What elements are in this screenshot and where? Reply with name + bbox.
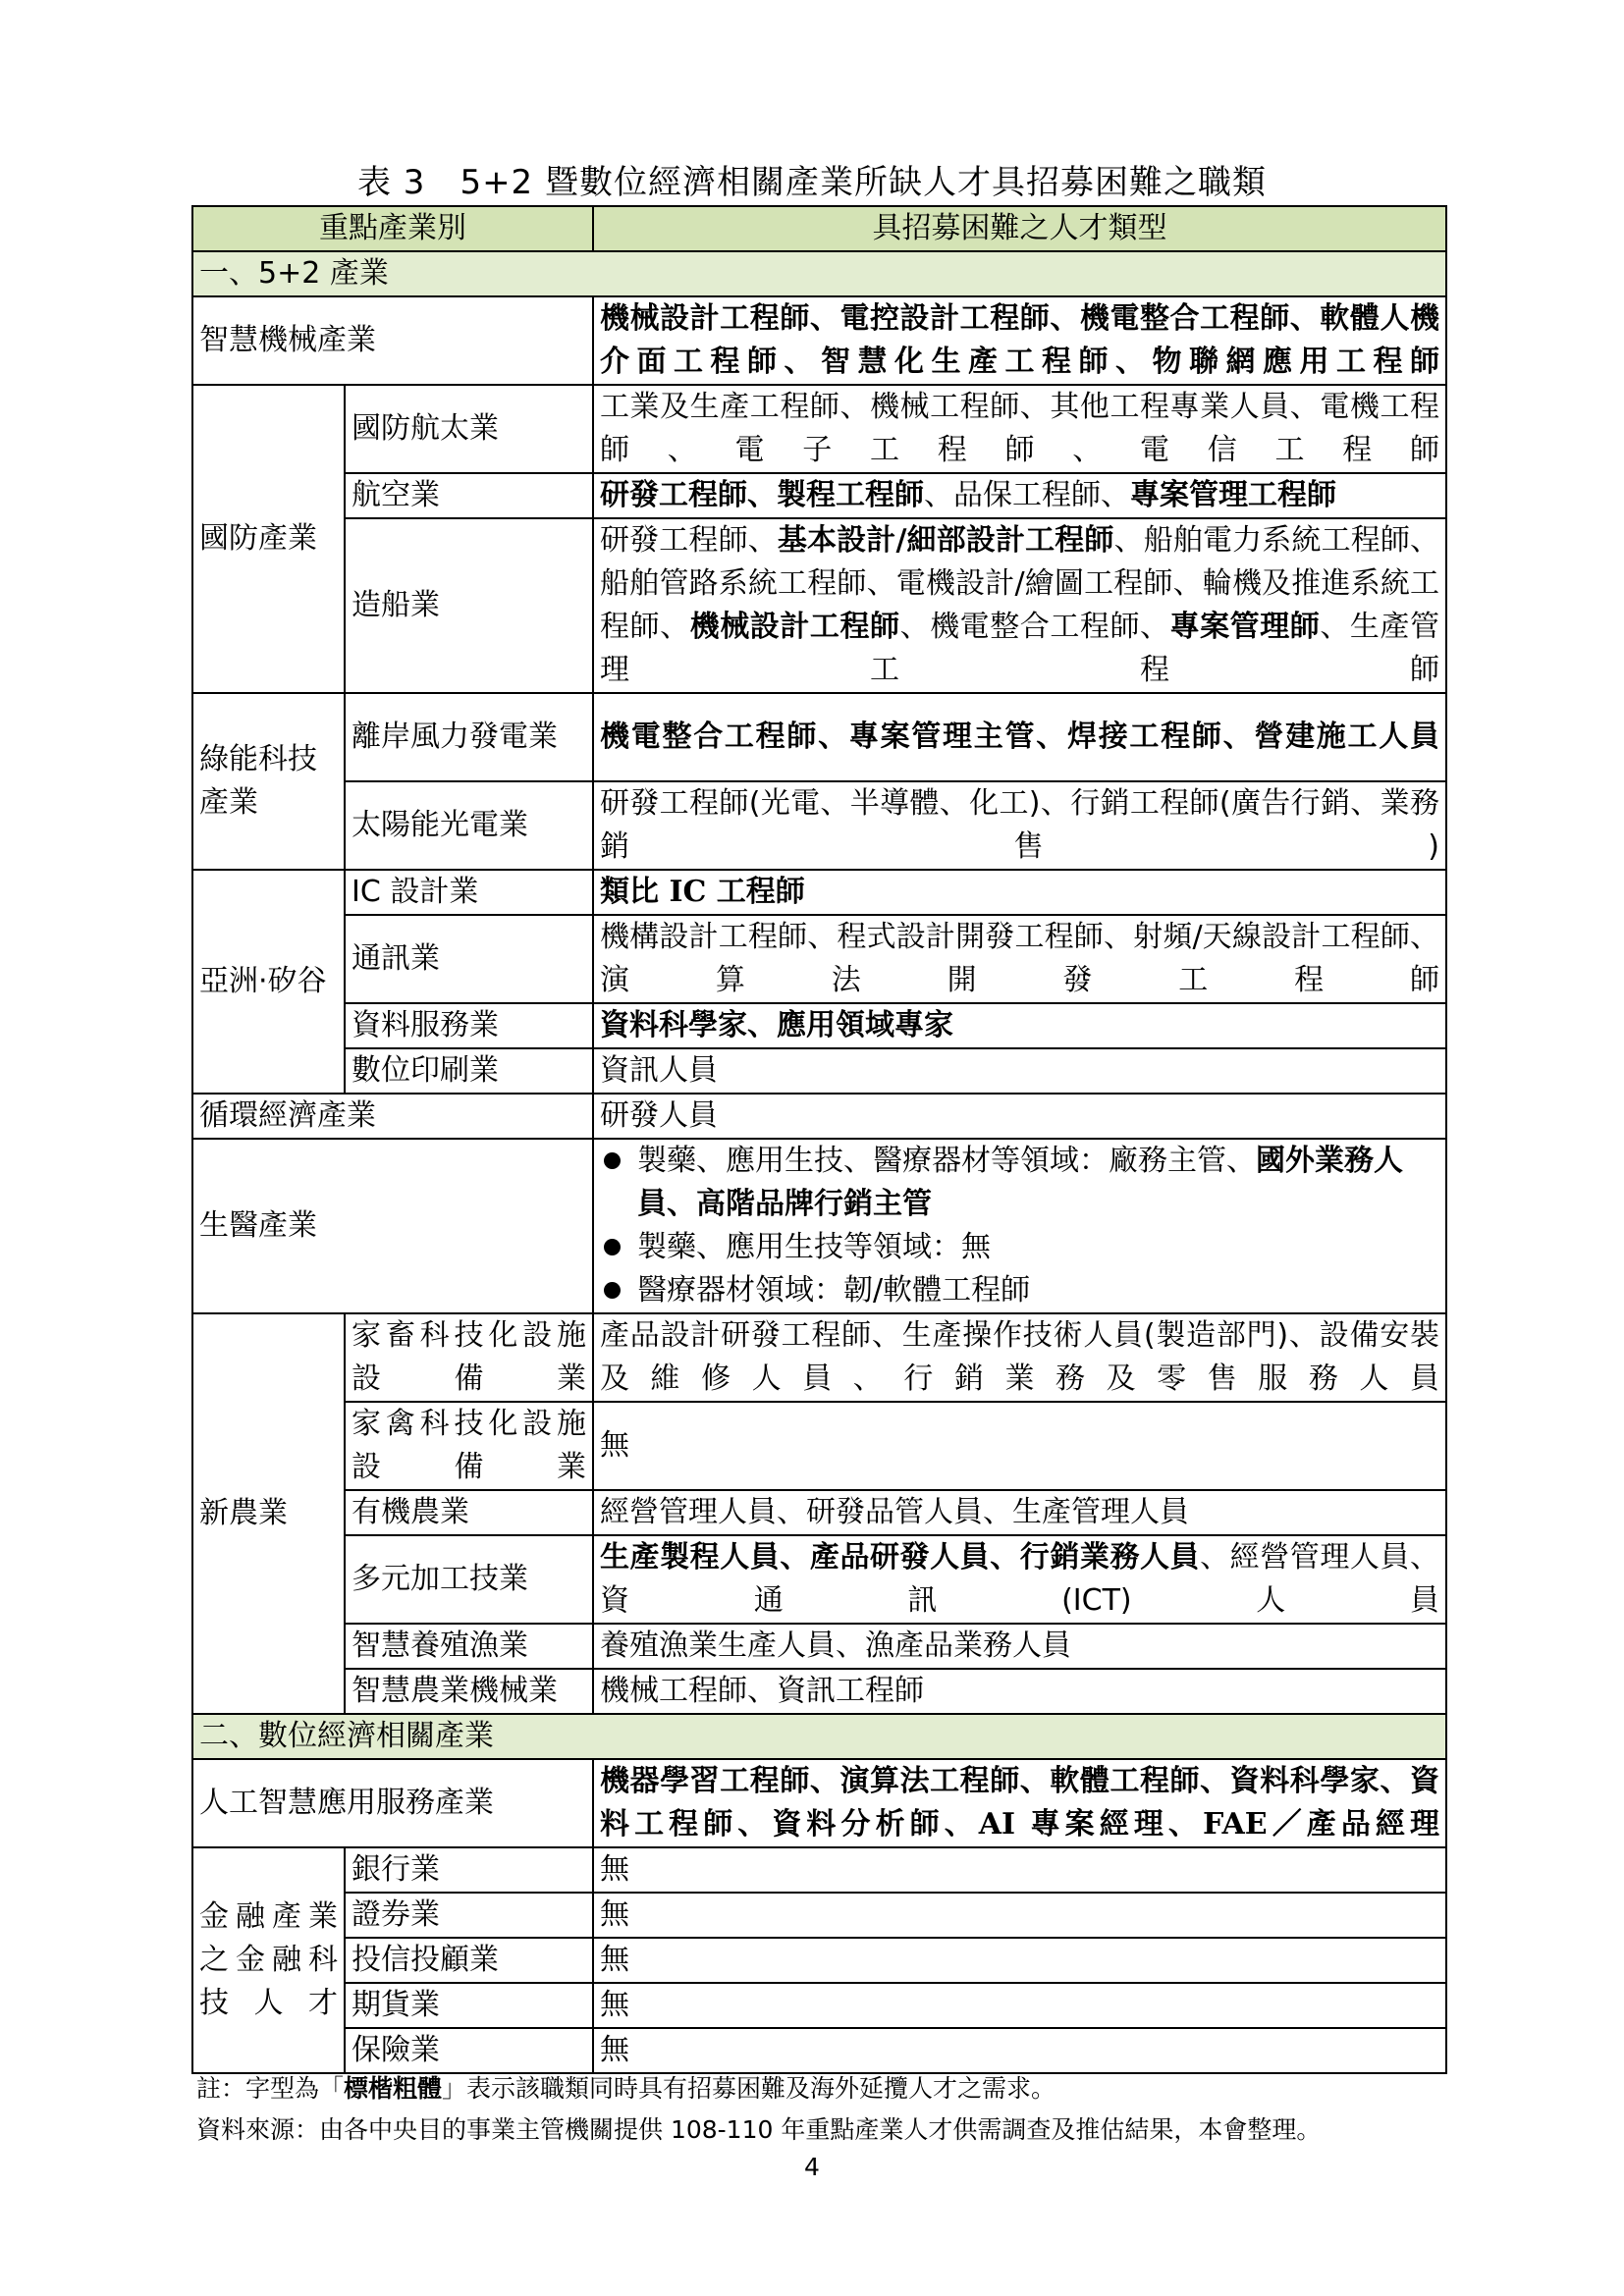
table-header-row	[192, 206, 1446, 251]
talent-cell	[593, 1139, 1446, 1313]
subindustry-cell: 有機農業	[345, 1490, 593, 1535]
talent-cell: 機械工程師、資訊工程師	[593, 1669, 1446, 1714]
note-bold: 標楷粗體	[344, 2074, 443, 2103]
talent-cell: 無	[593, 1938, 1446, 1983]
bullet-list	[600, 1140, 1439, 1312]
industry-group-cell: 國防產業	[192, 385, 345, 693]
subindustry-cell: 航空業	[345, 473, 593, 518]
subindustry-cell: 銀行業	[345, 1847, 593, 1893]
table-row	[192, 1048, 1446, 1094]
table-note	[196, 2072, 1056, 2106]
talent-bold: 基本設計/細部設計工程師	[777, 523, 1114, 558]
talent-cell: 無	[593, 2028, 1446, 2073]
talent-cell: 類比 IC 工程師	[593, 870, 1446, 915]
subindustry-cell: 投信投顧業	[345, 1938, 593, 1983]
list-item	[600, 1226, 1439, 1269]
talent-cell	[593, 1535, 1446, 1624]
subindustry-cell: 造船業	[345, 518, 593, 693]
section-label: 二、數位經濟相關產業	[192, 1714, 1446, 1759]
talent-cell: 機構設計工程師、程式設計開發工程師、射頻/天線設計工程師、演算法開發工程師	[593, 915, 1446, 1003]
talent-plain: 、船舶電力系統工程師、船舶管路系統工程師、電機設計/繪圖工程師、輪機及推進系統工程師、	[600, 523, 1440, 644]
talent-cell: 研發工程師(光電、半導體、化工)、行銷工程師(廣告行銷、業務銷售)	[593, 781, 1446, 870]
talent-cell: 資訊人員	[593, 1048, 1446, 1094]
talent-bold: 專案管理工程師	[1130, 478, 1336, 512]
table-row	[192, 870, 1446, 915]
section-row	[192, 1714, 1446, 1759]
talent-cell	[593, 518, 1446, 693]
list-item	[600, 1269, 1439, 1312]
subindustry-cell: 通訊業	[345, 915, 593, 1003]
talent-bold: 生產製程人員、產品研發人員、行銷業務人員	[600, 1540, 1201, 1575]
table-row	[192, 1402, 1446, 1490]
talent-cell: 無	[593, 1847, 1446, 1893]
table-row	[192, 385, 1446, 473]
subindustry-cell: 資料服務業	[345, 1003, 593, 1048]
note-prefix: 註：字型為「	[196, 2074, 345, 2103]
talent-plain: 製藥、應用生技等領域：無	[637, 1230, 991, 1264]
talent-cell: 機器學習工程師、演算法工程師、軟體工程師、資料科學家、資料工程師、資料分析師、AI 專案經理、FAE／產品經理	[593, 1759, 1446, 1847]
industry-cell: 人工智慧應用服務產業	[192, 1759, 593, 1847]
talent-cell: 工業及生產工程師、機械工程師、其他工程專業人員、電機工程師、電子工程師、電信工程師	[593, 385, 1446, 473]
table-title: 表 3 5+2 暨數位經濟相關產業所缺人才具招募困難之職類	[357, 163, 1267, 202]
table-row	[192, 1535, 1446, 1624]
talent-plain: 、機電整合工程師、	[899, 610, 1170, 644]
talent-bold: 專案管理師	[1169, 610, 1321, 644]
subindustry-cell: 多元加工技業	[345, 1535, 593, 1624]
industry-cell: 生醫產業	[192, 1139, 593, 1313]
industry-group-cell: 亞洲·矽谷	[192, 870, 345, 1094]
talent-bold: 國外業務人員、高階品牌行銷主管	[637, 1144, 1403, 1221]
subindustry-cell: 太陽能光電業	[345, 781, 593, 870]
subindustry-cell: 證券業	[345, 1893, 593, 1938]
talent-bold: 機械設計工程師	[689, 610, 900, 644]
talent-cell: 機電整合工程師、專案管理主管、焊接工程師、營建施工人員	[593, 693, 1446, 781]
table-row	[192, 1490, 1446, 1535]
section-label: 一、5+2 產業	[192, 251, 1446, 296]
header-talent: 具招募困難之人才類型	[593, 206, 1446, 251]
table-row	[192, 1759, 1446, 1847]
talent-plain: 、生產管理工程師	[600, 610, 1440, 687]
table-row	[192, 1669, 1446, 1714]
talent-cell: 研發人員	[593, 1094, 1446, 1139]
page-number: 4	[804, 2153, 820, 2181]
header-industry: 重點產業別	[192, 206, 593, 251]
talent-bold: 研發工程師、製程工程師	[600, 478, 924, 512]
table-row	[192, 693, 1446, 781]
talent-cell: 產品設計研發工程師、生產操作技術人員(製造部門)、設備安裝及維修人員、行銷業務及零售服務人員	[593, 1313, 1446, 1402]
talent-cell: 無	[593, 1983, 1446, 2028]
table-row	[192, 1983, 1446, 2028]
industry-cell: 循環經濟產業	[192, 1094, 593, 1139]
subindustry-cell: IC 設計業	[345, 870, 593, 915]
table-row	[192, 1938, 1446, 1983]
talent-plain: 、經營管理人員、資通訊(ICT)人員	[600, 1540, 1440, 1618]
subindustry-cell: 國防航太業	[345, 385, 593, 473]
subindustry-cell: 家畜科技化設施設備業	[345, 1313, 593, 1402]
talent-cell: 無	[593, 1402, 1446, 1490]
table-row	[192, 1094, 1446, 1139]
talent-cell: 機械設計工程師、電控設計工程師、機電整合工程師、軟體人機介面工程師、智慧化生產工程師、物聯網應用工程師	[593, 296, 1446, 385]
table-row	[192, 1847, 1446, 1893]
subindustry-cell: 智慧農業機械業	[345, 1669, 593, 1714]
subindustry-cell: 家禽科技化設施設備業	[345, 1402, 593, 1490]
talent-plain: 製藥、應用生技、醫療器材等領域：廠務主管、	[637, 1144, 1256, 1178]
subindustry-cell: 期貨業	[345, 1983, 593, 2028]
table-row	[192, 518, 1446, 693]
bullet-icon	[604, 1282, 621, 1299]
talent-cell	[593, 473, 1446, 518]
table-row	[192, 915, 1446, 1003]
note-suffix: 」表示該職類同時具有招募困難及海外延攬人才之需求。	[442, 2074, 1056, 2103]
talent-shortage-table	[191, 205, 1447, 2074]
industry-group-cell: 綠能科技產業	[192, 693, 345, 870]
table-row	[192, 1003, 1446, 1048]
talent-cell: 資料科學家、應用領域專家	[593, 1003, 1446, 1048]
talent-plain: 醫療器材領域：韌/軟體工程師	[637, 1273, 1031, 1308]
subindustry-cell: 離岸風力發電業	[345, 693, 593, 781]
talent-plain: 研發工程師、	[600, 523, 778, 558]
subindustry-cell: 保險業	[345, 2028, 593, 2073]
talent-cell: 無	[593, 1893, 1446, 1938]
industry-cell: 智慧機械產業	[192, 296, 593, 385]
industry-group-cell: 新農業	[192, 1313, 345, 1714]
bullet-icon	[604, 1152, 621, 1169]
bullet-icon	[604, 1239, 621, 1255]
table-row	[192, 296, 1446, 385]
section-row	[192, 251, 1446, 296]
industry-group-cell: 金融產業之金融科技人才	[192, 1847, 345, 2073]
table-row	[192, 1624, 1446, 1669]
table-row	[192, 1893, 1446, 1938]
table-row	[192, 781, 1446, 870]
table-row	[192, 2028, 1446, 2073]
table-row	[192, 473, 1446, 518]
talent-cell: 經營管理人員、研發品管人員、生產管理人員	[593, 1490, 1446, 1535]
table-row	[192, 1313, 1446, 1402]
talent-plain: 、品保工程師、	[924, 478, 1130, 512]
talent-cell: 養殖漁業生產人員、漁產品業務人員	[593, 1624, 1446, 1669]
subindustry-cell: 智慧養殖漁業	[345, 1624, 593, 1669]
table-row	[192, 1139, 1446, 1313]
subindustry-cell: 數位印刷業	[345, 1048, 593, 1094]
data-source: 資料來源：由各中央目的事業主管機關提供 108-110 年重點產業人才供需調查及推估結果，本會整理。	[196, 2115, 1322, 2144]
list-item	[600, 1140, 1439, 1226]
